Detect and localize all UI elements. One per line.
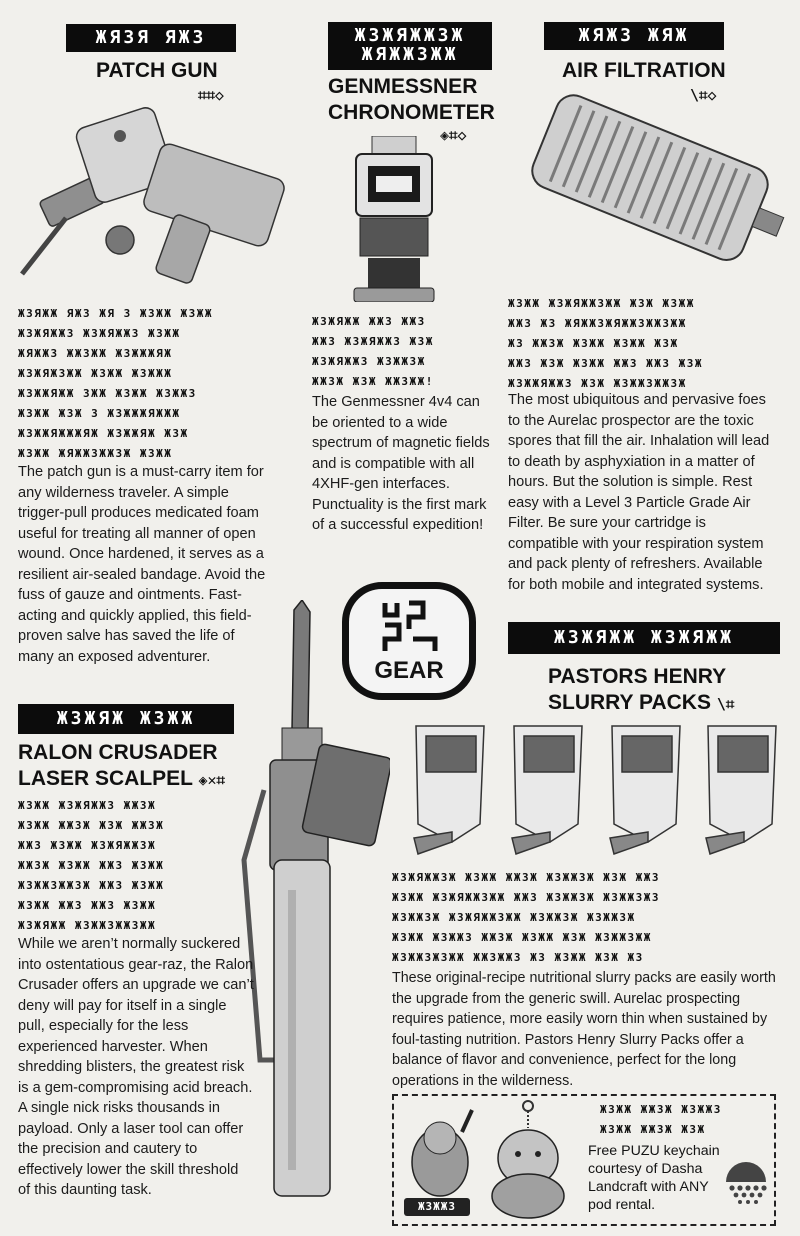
chronometer-glyphs: ◈⌗◇: [440, 126, 467, 144]
coupon-alien-text: ЖЗЖЖ ЖЖЗЖ ЖЗЖЖЗ ЖЗЖЖ ЖЖЗЖ ЖЗЖ: [600, 1103, 722, 1136]
laser-scalpel-glyphs: ◈✕⌗: [198, 771, 225, 790]
slurry-packs-alien-text: ЖЗЖЯЖЖЗЖ ЖЗЖЖ ЖЖЗЖ ЖЗЖЖЗЖ ЖЗЖ ЖЖЗ ЖЗЖЖ ЖЗЖЯЖЖЗЖЖ ЖЖЗ ЖЗЖЖЗЖ ЖЗЖЖЗЖЗ ЖЗЖЖЗЖ ЖЗЖЯЖЖЗЖЖ ЖЗЖЖЗЖ ЖЗЖЖЗЖ ЖЗЖЖ ЖЗЖЖЗ ЖЖЗЖ ЖЗЖЖ ЖЗЖ ЖЗЖЖЗЖЖ ЖЗЖЖЗЖЗЖЖ ЖЖЗЖЖЗ ЖЗ ЖЗЖЖ ЖЗЖ ЖЗ: [392, 871, 661, 964]
slurry-packs-body: These original-recipe nutritional slurry packs are easily worth the upgrade from the generic swill. Aurelac prospecting requires patience, more easily worn thin when sustained by foul-tasting nutrition. Pastors Henry Slurry Packs offer a balance of flavor and convenience, perfect for the long operations in the wilderness.: [392, 970, 776, 1089]
chronometer-body: The Genmessner 4v4 can be oriented to a wide spectrum of magnetic fields and is compatible with all 4XHF-gen interfaces. Punctuality is the first mark of a successful expedition!: [312, 394, 490, 533]
dasha-landcraft-logo-icon: [720, 1156, 772, 1208]
patch-gun-glyphs: ⌗⌗◇: [198, 86, 224, 104]
chronometer-title: GENMESSNER CHRONOMETER: [328, 75, 495, 125]
coupon-stamp: ЖЗЖЖЗ: [417, 1200, 457, 1213]
chronometer-alien-text: ЖЗЖЯЖЖ ЖЖЗ ЖЖЗ ЖЖЗ ЖЗЖЯЖЖЗ ЖЗЖ ЖЗЖЯЖЖЗ ЖЗЖЖЗЖ ЖЖЗЖ ЖЗЖ ЖЖЗЖЖ!: [312, 315, 434, 388]
air-filtration-alien-text: ЖЗЖЖ ЖЗЖЯЖЖЗЖЖ ЖЗЖ ЖЗЖЖ ЖЖЗ ЖЗ ЖЯЖЖЗЖЯЖЖЗЖЖЗЖЖ ЖЗ ЖЖЗЖ ЖЗЖЖ ЖЗЖЖ ЖЗЖ ЖЖЗ ЖЗЖ ЖЗЖЖ ЖЖЗ ЖЖЗ ЖЗЖ ЖЗЖЖЯЖЖЗ ЖЗЖ ЖЗЖЖЗЖЖЗЖ: [508, 297, 703, 390]
slurry-packs-title: PASTORS HENRY SLURRY PACKS \⌗: [548, 665, 735, 715]
patch-gun-body: The patch gun is a must-carry item for any wilderness traveler. A simple trigger-pull produces medicated foam useful for treating all manner of open wound. Once hardened, it serves as a resilient air-sealed bandage. Avoid the fuss of gauze and ointments. Fast-acting and quickly applied, this field-proven salve has saved the life of many an exposed adventurer.: [18, 464, 266, 665]
patch-gun-tag: ЖЯЗЯ ЯЖЗ: [66, 24, 236, 52]
slurry-packs-glyphs: \⌗: [716, 695, 735, 714]
slurry-packs-image: [404, 720, 788, 856]
air-filtration-tag: ЖЯЖЗ ЖЯЖ: [544, 22, 724, 50]
coupon-body: Free PUZU keychain courtesy of Dasha Landcraft with ANY pod rental.: [588, 1143, 720, 1213]
air-filtration-title: AIR FILTRATION: [562, 59, 726, 82]
air-filter-image: [512, 86, 794, 284]
keychain-coupon[interactable]: [392, 1094, 776, 1226]
laser-scalpel-title: RALON CRUSADER LASER SCALPEL ◈✕⌗: [18, 741, 225, 791]
patch-gun-image: [14, 98, 304, 290]
laser-scalpel-alien-text: ЖЗЖЖ ЖЗЖЯЖЖЗ ЖЖЗЖ ЖЗЖЖ ЖЖЗЖ ЖЗЖ ЖЖЗЖ ЖЖЗ ЖЗЖЖ ЖЗЖЯЖЖЗЖ ЖЖЗЖ ЖЗЖЖ ЖЖЗ ЖЗЖЖ ЖЗЖЖЗЖЖЗЖ ЖЖЗ ЖЗЖЖ ЖЗЖЖ ЖЖЗ ЖЖЗ ЖЗЖЖ ЖЗЖЯЖЖ ЖЗЖЖЗЖЖЗЖЖ: [18, 799, 165, 932]
patch-gun-alien-text: ЖЗЯЖЖ ЯЖЗ ЖЯ З ЖЗЖЖ ЖЗЖЖ ЖЗЖЯЖЖЗ ЖЗЖЯЖЖЗ ЖЗЖЖ ЖЯЖЖЗ ЖЖЗЖЖ ЖЗЖЖЖЯЖ ЖЗЖЯЖЗЖЖ ЖЗЖЖ ЖЗЖЖЖ ЖЗЖЖЯЖЖ ЗЖЖ ЖЗЖЖ ЖЗЖЖЗ ЖЗЖЖ ЖЗЖ З ЖЗЖЖЖЯЖЖЖ ЖЗЖЖЯЖЖЖЯЖ ЖЗЖЖЯЖ ЖЗЖ ЖЗЖЖ ЖЯЖЖЗЖЖЗЖ ЖЗЖЖ: [18, 307, 213, 460]
air-filtration-glyphs: \⌗◇: [690, 86, 717, 104]
chronometer-tag: ЖЗЖЯЖЖЗЖ ЖЯЖЖЗЖЖ: [328, 22, 492, 70]
air-filtration-body: The most ubiquitous and pervasive foes to the Aurelac prospector are the toxic spores that fill the air. Inhalation will lead to death by asphyxiation in a matter of hours. But the solution is simple. Rest easy with a Level 3 Particle Grade Air Filter. Be sure your cartridge is compatible with your respiration system and pack plenty of refreshers. Available for both mobile and integrated systems.: [508, 392, 770, 593]
chronometer-image: [350, 136, 440, 302]
gear-logo-label: GEAR: [374, 657, 444, 684]
laser-scalpel-tag: ЖЗЖЯЖ ЖЗЖЖ: [18, 704, 234, 734]
laser-scalpel-image: [240, 600, 390, 1200]
laser-scalpel-body: While we aren’t normally suckered into ostentatious gear-raz, the Ralon Crusader offers an upgrade we can’t deny will pay for itself in a single pull, especially for the less experienced harvester. When shredding blisters, the greatest risk is a gem-compromising acid breach. A single nick risks thousands in payload. Only a laser tool can offer the precision and cautery to effectively lower the skill threshold of this daunting task.: [18, 936, 254, 1198]
puzu-keychain-illustration: [486, 1100, 570, 1224]
slurry-packs-tag: ЖЗЖЯЖЖ ЖЗЖЯЖЖ: [508, 622, 780, 654]
patch-gun-title: PATCH GUN: [96, 59, 218, 82]
